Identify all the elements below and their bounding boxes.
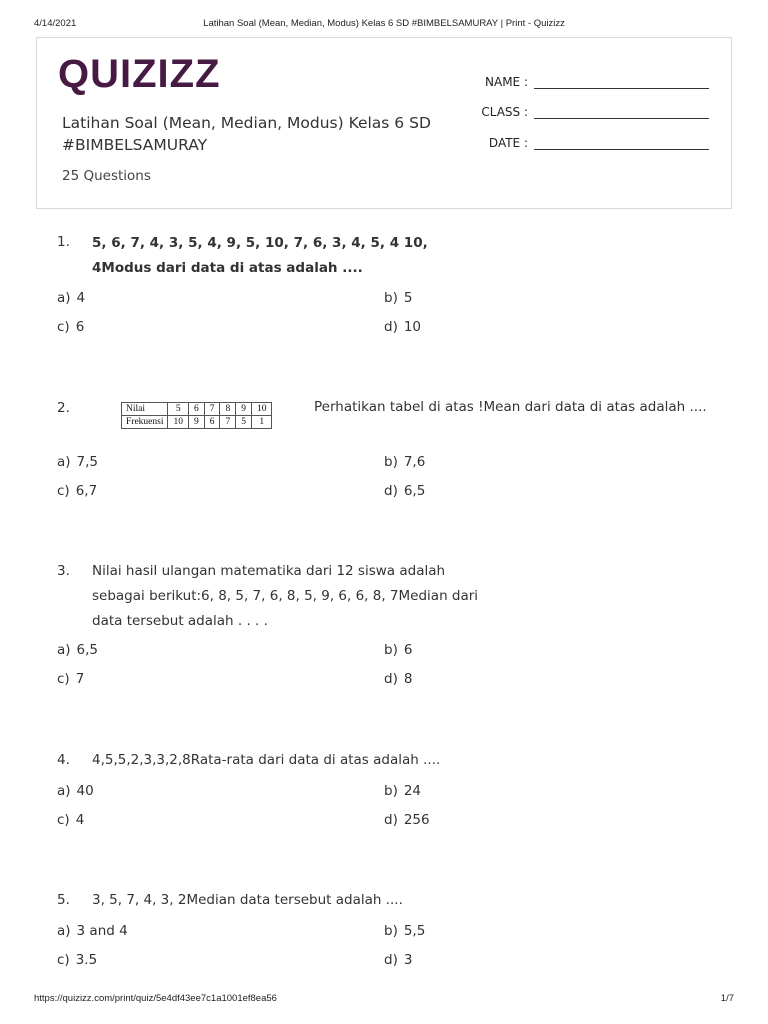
option-b: b) 7,6 <box>384 454 426 470</box>
quiz-title: Latihan Soal (Mean, Median, Modus) Kelas 6 SD #BIMBELSAMURAY <box>62 114 431 154</box>
option-a: a) 40 <box>57 783 94 799</box>
option-c: c) 7 <box>57 671 85 687</box>
option-d: d) 6,5 <box>384 483 426 499</box>
table-cell: 6 <box>188 403 204 416</box>
question-text: 5, 6, 7, 4, 3, 5, 4, 9, 5, 10, 7, 6, 3, 4, 5, 4 10, 4Modus dari data di atas adalah .... <box>92 235 428 276</box>
question-number: 1. <box>57 234 70 250</box>
question-number: 2. <box>57 400 70 416</box>
date-label: DATE : <box>488 136 528 150</box>
table-header-nilai: Nilai <box>122 403 168 416</box>
table-cell: 8 <box>220 403 236 416</box>
question-count: 25 Questions <box>62 168 151 184</box>
option-c: c) 4 <box>57 812 85 828</box>
option-d: d) 8 <box>384 671 413 687</box>
question-text: Perhatikan tabel di atas !Mean dari data di atas adalah .... <box>314 399 707 415</box>
print-date: 4/14/2021 <box>34 18 77 29</box>
option-b: b) 5,5 <box>384 923 426 939</box>
table-cell: 9 <box>188 416 204 429</box>
name-line[interactable] <box>534 74 709 89</box>
frequency-table <box>121 402 272 429</box>
question-text: Nilai hasil ulangan matematika dari 12 siswa adalah sebagai berikut:6, 8, 5, 7, 6, 8, 5, 9, 6, 6, 8, 7Median dari data tersebut adalah . . . . <box>92 563 479 629</box>
name-field[interactable] <box>469 71 709 89</box>
table-cell: 1 <box>251 416 272 429</box>
option-d: d) 256 <box>384 812 430 828</box>
option-b: b) 24 <box>384 783 422 799</box>
option-a: a) 3 and 4 <box>57 923 128 939</box>
table-cell: 5 <box>168 403 189 416</box>
option-a: a) 7,5 <box>57 454 99 470</box>
table-row-nilai <box>122 403 272 416</box>
table-header-frekuensi: Frekuensi <box>122 416 168 429</box>
class-field[interactable] <box>469 101 709 119</box>
question-text: 3, 5, 7, 4, 3, 2Median data tersebut adalah .... <box>92 892 403 908</box>
option-d: d) 3 <box>384 952 413 968</box>
option-c: c) 6,7 <box>57 483 98 499</box>
option-b: b) 5 <box>384 290 413 306</box>
table-cell: 5 <box>236 416 252 429</box>
option-d: d) 10 <box>384 319 422 335</box>
quizizz-logo: QUIZIZZ <box>58 52 221 96</box>
table-row-frekuensi <box>122 416 272 429</box>
print-page-title: Latihan Soal (Mean, Median, Modus) Kelas 6 SD #BIMBELSAMURAY | Print - Quizizz <box>203 18 565 29</box>
option-c: c) 6 <box>57 319 85 335</box>
option-c: c) 3.5 <box>57 952 98 968</box>
print-url: https://quizizz.com/print/quiz/5e4df43ee7c1a1001ef8ea56 <box>34 993 277 1004</box>
question-text: 4,5,5,2,3,3,2,8Rata-rata dari data di atas adalah .... <box>92 752 441 768</box>
table-cell: 10 <box>251 403 272 416</box>
table-cell: 6 <box>204 416 220 429</box>
question-number: 5. <box>57 892 70 908</box>
date-line[interactable] <box>534 135 709 150</box>
quiz-header-box <box>36 37 732 209</box>
table-cell: 7 <box>220 416 236 429</box>
page-number: 1/7 <box>720 993 734 1004</box>
option-a: a) 6,5 <box>57 642 99 658</box>
question-number: 3. <box>57 563 70 579</box>
table-cell: 10 <box>168 416 189 429</box>
option-a: a) 4 <box>57 290 86 306</box>
class-line[interactable] <box>534 104 709 119</box>
table-cell: 9 <box>236 403 252 416</box>
name-label: NAME : <box>485 75 528 89</box>
date-field[interactable] <box>469 132 709 150</box>
table-cell: 7 <box>204 403 220 416</box>
class-label: CLASS : <box>481 105 528 119</box>
question-number: 4. <box>57 752 70 768</box>
option-b: b) 6 <box>384 642 413 658</box>
